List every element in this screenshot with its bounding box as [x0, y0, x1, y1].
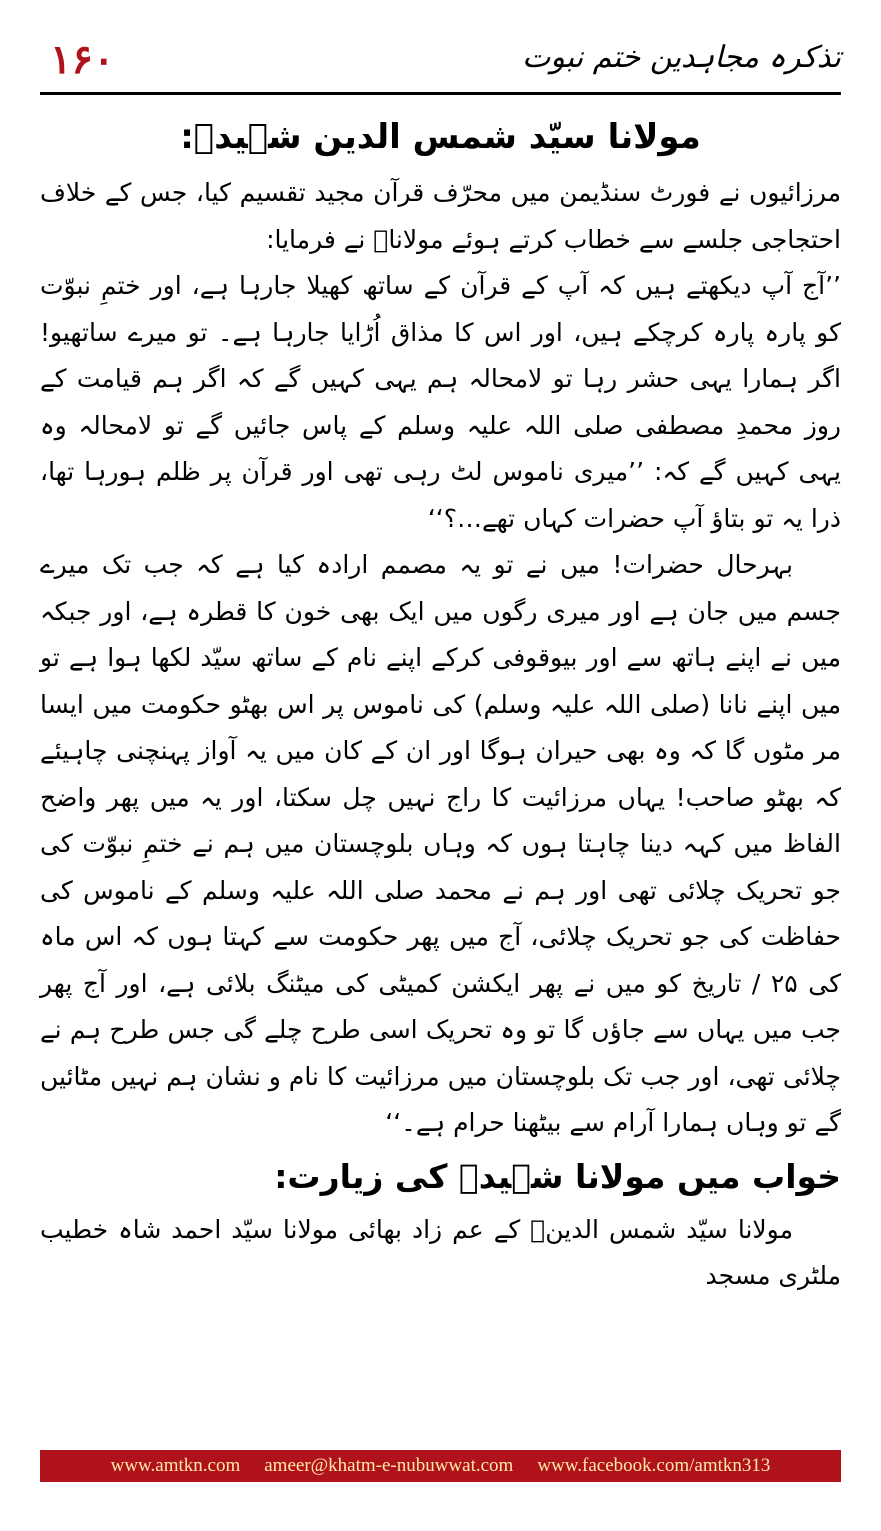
page-number: ۱۶۰ — [50, 36, 115, 83]
footer-bar — [40, 1450, 841, 1482]
speech-quote: ’’آج آپ دیکھتے ہیں کہ آپ کے قرآن کے ساتھ کھیلا جارہا ہے، اور ختمِ نبوّت کو پارہ پارہ کرچکے ہیں، اور اس کا مذاق اُڑایا جارہا ہے۔ تو میرے ساتھیو! اگر ہمارا یہی حشر رہا تو لامحالہ ہم یہی کہیں گے کہ اگر ہم قیامت کے روز محمدِ مصطفی صلی اللہ علیہ وسلم کے پاس جائیں گے تو لامحالہ وہ یہی کہیں گے کہ: ’’میری ناموس لٹ رہی تھی اور قرآن پر ظلم ہورہا تھا، ذرا یہ تو بتاؤ آپ حضرات کہاں تھے…؟‘‘ — [40, 271, 841, 533]
email-link[interactable]: ameer@khatm-e-nubuwwat.com — [264, 1455, 514, 1476]
header-divider — [40, 92, 841, 95]
subsection-heading: خواب میں مولانا شہیدؒ کی زیارت: — [274, 1156, 841, 1196]
running-title: تذکرہ مجاہدین ختم نبوت — [522, 40, 841, 75]
page-body — [40, 104, 841, 1300]
page-header — [40, 30, 841, 94]
speech-paragraph: بہرحال حضرات! میں نے تو یہ مصمم ارادہ کیا ہے کہ جب تک میرے جسم میں جان ہے اور میری رگوں میں ایک بھی خون کا قطرہ ہے، اور جبکہ میں نے اپنے ہاتھ سے اور بیوقوفی کرکے اپنے نام کے ساتھ سیّد لکھا ہوا ہے تو میں اپنے نانا (صلی اللہ علیہ وسلم) کی ناموس پر اس بھٹو حکومت میں ایسا مر مٹوں گا کہ وہ بھی حیران ہوگا اور ان کے کان میں یہ آواز پہنچنی چاہیئے کہ بھٹو صاحب! یہاں مرزائیت کا راج نہیں چل سکتا، اور یہ میں پھر واضح الفاظ میں کہہ دینا چاہتا ہوں کہ وہاں بلوچستان میں ہم نے ختمِ نبوّت کی جو تحریک چلائی تھی اور ہم نے محمد صلی اللہ علیہ وسلم کے ناموس کی حفاظت کی جو تحریک چلائی، آج میں پھر حکومت سے کہتا ہوں کہ اس ماہ کی ۲۵ / تاریخ کو میں نے پھر ایکشن کمیٹی کی میٹنگ بلائی ہے، اور آج پھر جب میں یہاں سے جاؤں گا تو وہ تحریک اسی طرح چلے گی جس طرح ہم نے چلائی تھی، اور جب تک بلوچستان میں مرزائیت کا نام و نشان ہم نہیں مٹائیں گے تو وہاں ہمارا آرام سے بیٹھنا حرام ہے۔‘‘ — [40, 550, 841, 1137]
section-heading: مولانا سیّد شمس الدین شہیدؒ: — [180, 117, 701, 157]
website-link[interactable]: www.amtkn.com — [110, 1455, 241, 1476]
facebook-link[interactable]: www.facebook.com/amtkn313 — [537, 1455, 771, 1476]
subsection-paragraph: مولانا سیّد شمس الدینؒ کے عم زاد بھائی مولانا سیّد احمد شاہ خطیب ملٹری مسجد — [40, 1214, 841, 1290]
intro-paragraph: مرزائیوں نے فورٹ سنڈیمن میں محرّف قرآن مجید تقسیم کیا، جس کے خلاف احتجاجی جلسے سے خطاب کرتے ہوئے مولاناؒ نے فرمایا: — [40, 178, 841, 254]
